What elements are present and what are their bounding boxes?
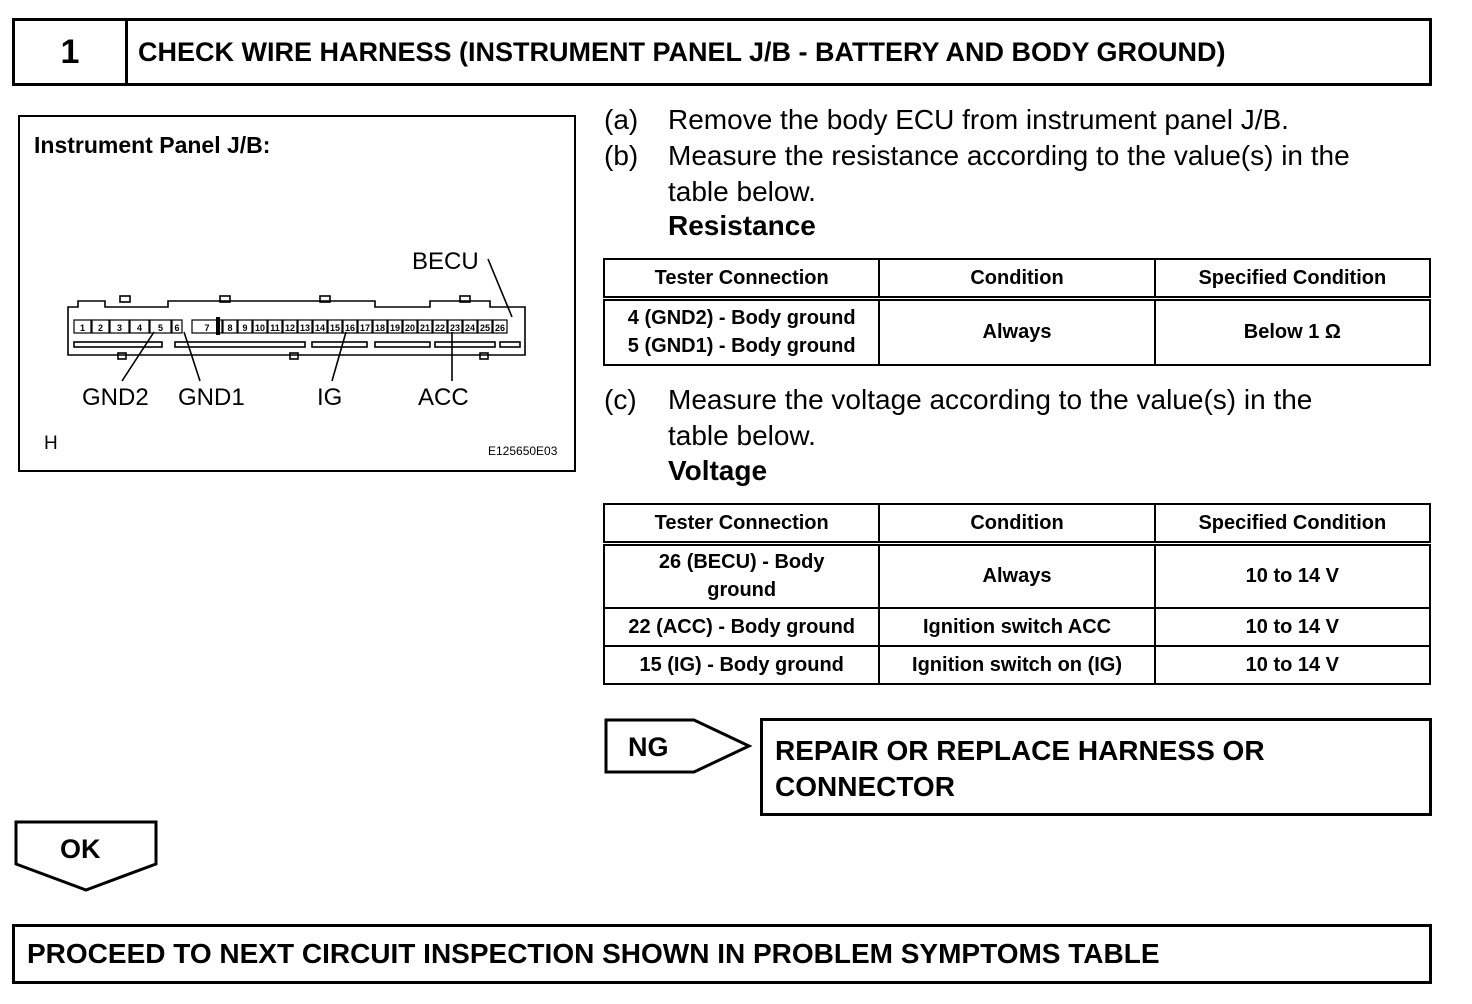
connector-separator (216, 317, 220, 335)
ng-action-box (760, 718, 1432, 816)
connector-pin-number: 24 (464, 323, 476, 333)
connector-pin-number: 5 (157, 323, 164, 333)
diagram-title: Instrument Panel J/B: (34, 132, 271, 158)
resistance-header-row (604, 259, 1430, 299)
connector-pin-number: 26 (494, 323, 506, 333)
connector-pin-number: 7 (204, 323, 210, 333)
column-header: Specified Condition (1155, 259, 1430, 299)
column-header: Condition (879, 259, 1154, 299)
label-acc: ACC (418, 384, 469, 411)
step-a-text: Remove the body ECU from instrument panel J/B. (668, 104, 1289, 135)
tester-connection-cell (604, 299, 879, 365)
connector-pin-number: 20 (404, 323, 416, 333)
connector-pin-number: 15 (329, 323, 341, 333)
specified-condition-cell: 10 to 14 V (1155, 646, 1430, 684)
ng-action-line: REPAIR OR REPLACE HARNESS OR (775, 735, 1265, 766)
column-header: Tester Connection (604, 504, 879, 544)
ng-action-line: CONNECTOR (775, 771, 955, 802)
ng-arrow-icon (604, 718, 754, 778)
tester-connection-cell: 22 (ACC) - Body ground (604, 608, 879, 646)
connector-pin-number: 12 (284, 323, 296, 333)
step-c-line1: Measure the voltage according to the value(s) in the (668, 384, 1313, 415)
voltage-header-row (604, 504, 1430, 544)
specified-condition-cell: 10 to 14 V (1155, 544, 1430, 608)
table-row (604, 299, 1430, 365)
tester-connection-line: 4 (GND2) - Body ground (627, 307, 856, 330)
step-c (604, 382, 1434, 454)
resistance-heading: Resistance (668, 210, 816, 241)
connector-pin-number: 1 (79, 323, 86, 333)
connector-pin-number: 13 (299, 323, 311, 333)
connector-pins (74, 317, 507, 335)
connector-pin-number: 8 (227, 323, 233, 333)
tester-connection-cell (604, 544, 879, 608)
connector-pin-number: 6 (174, 323, 180, 333)
connector-pin-number: 23 (449, 323, 461, 333)
voltage-heading: Voltage (668, 455, 768, 486)
connector-pin-number: 18 (374, 323, 386, 333)
connector-pin-number: 17 (359, 323, 371, 333)
label-gnd1: GND1 (178, 384, 245, 411)
step-b-line2: table below. (668, 176, 816, 207)
connector-drawing (20, 117, 576, 472)
resistance-table (603, 258, 1431, 366)
figure-code: E125650E03 (488, 444, 558, 458)
specified-condition-cell: 10 to 14 V (1155, 608, 1430, 646)
condition-cell: Ignition switch on (IG) (879, 646, 1154, 684)
connector-pin-number: 2 (97, 323, 104, 333)
connector-pin-number: 3 (116, 323, 123, 333)
label-becu: BECU (412, 248, 479, 275)
tester-connection-cell: 15 (IG) - Body ground (604, 646, 879, 684)
connector-pin-number: 19 (389, 323, 401, 333)
connector-pin-number: 4 (136, 323, 143, 333)
connector-pin-number: 9 (242, 323, 248, 333)
step-c-label: (c) (604, 384, 637, 415)
step-b-label: (b) (604, 140, 639, 171)
step-a (604, 102, 1434, 138)
connector-pin-number: 14 (314, 323, 326, 333)
ng-label: NG (628, 732, 669, 762)
connector-pin-number: 10 (254, 323, 266, 333)
label-gnd2: GND2 (82, 384, 149, 411)
connector-pin-number: 22 (434, 323, 446, 333)
voltage-table (603, 503, 1431, 685)
tester-connection-line: 26 (BECU) - Body (658, 551, 825, 574)
next-step-box: PROCEED TO NEXT CIRCUIT INSPECTION SHOWN IN PROBLEM SYMPTOMS TABLE (12, 924, 1432, 984)
tester-connection-line: ground (707, 579, 777, 602)
specified-condition-cell: Below 1 Ω (1155, 299, 1430, 365)
ok-label: OK (60, 834, 101, 864)
connector-pin-number: 25 (479, 323, 491, 333)
connector-pin-number: 21 (419, 323, 431, 333)
step-c-line2: table below. (668, 420, 816, 451)
tester-connection-line: 5 (GND1) - Body ground (627, 335, 856, 358)
label-ig: IG (317, 384, 343, 411)
step-number: 1 (15, 21, 128, 83)
step-a-label: (a) (604, 104, 639, 135)
condition-cell: Ignition switch ACC (879, 608, 1154, 646)
table-row (604, 646, 1430, 684)
column-header: Condition (879, 504, 1154, 544)
step-title: CHECK WIRE HARNESS (INSTRUMENT PANEL J/B - BATTERY AND BODY GROUND) (138, 36, 1226, 67)
table-row (604, 608, 1430, 646)
condition-cell: Always (879, 299, 1154, 365)
ok-arrow-icon (14, 820, 160, 894)
connector-diagram (18, 115, 576, 472)
corner-letter: H (44, 433, 58, 454)
step-b-line1: Measure the resistance according to the value(s) in the (668, 140, 1350, 171)
connector-pin-number: 11 (270, 323, 280, 333)
condition-cell: Always (879, 544, 1154, 608)
table-row (604, 544, 1430, 608)
column-header: Tester Connection (604, 259, 879, 299)
column-header: Specified Condition (1155, 504, 1430, 544)
step-header (12, 18, 1432, 86)
connector-pin-number: 16 (344, 323, 356, 333)
step-b (604, 138, 1434, 210)
